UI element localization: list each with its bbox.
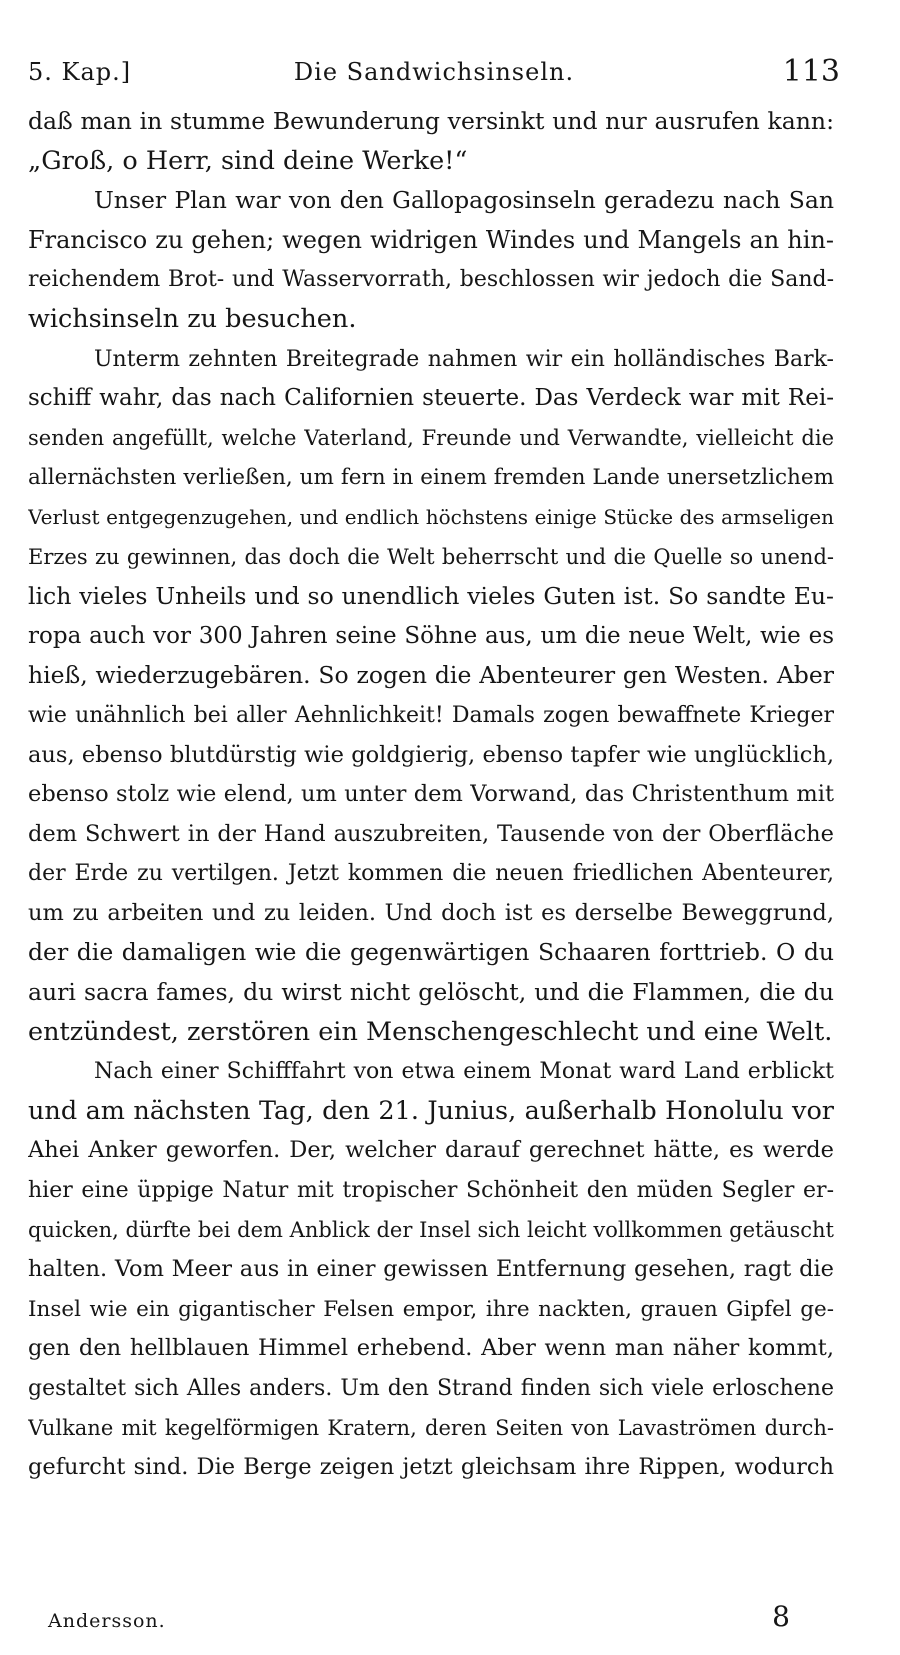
text-line: ropa auch vor 300 Jahren seine Söhne aus, um die neue Welt, wie es [28,622,834,649]
text-line: quicken, dürfte bei dem Anblick der Insel sich leicht vollkommen getäuscht [28,1217,834,1242]
running-title: Die Sandwichsinseln. [293,58,575,86]
text-line: reichendem Brot- und Wasservorrath, beschlossen wir jedoch die Sand- [28,267,834,293]
text-line: Insel wie ein gigantischer Felsen empor, ihre nackten, grauen Gipfel ge- [28,1296,834,1322]
text-line: hieß, wiederzugebären. So zogen die Abenteurer gen Westen. Aber [28,661,834,690]
sheet-number: 8 [772,1600,790,1633]
text-line: entzündest, zerstören ein Menschengeschlecht und eine Welt. [28,1016,833,1047]
page-footer [48,1600,790,1640]
text-body [28,102,834,1488]
text-line: aus, ebenso blutdürstig wie goldgierig, ebenso tapfer wie unglücklich, [28,741,834,768]
text-line: wichsinseln zu besuchen. [28,303,357,334]
text-line: und am nächsten Tag, den 21. Junius, außerhalb Honolulu vor [28,1095,834,1126]
text-line: Unterm zehnten Breitegrade nahmen wir ein holländisches Bark- [94,346,834,372]
text-line: der die damaligen wie die gegenwärtigen Schaaren forttrieb. O du [28,938,834,967]
text-line: Erzes zu gewinnen, das doch die Welt beherrscht und die Quelle so unend- [28,544,834,569]
text-line: Nach einer Schifffahrt von etwa einem Monat ward Land erblickt [94,1059,834,1085]
text-line: um zu arbeiten und zu leiden. Und doch ist es derselbe Beweggrund, [28,899,834,926]
text-line: Francisco zu gehen; wegen widrigen Windes und Mangels an hin- [28,225,834,254]
text-line: Verlust entgegenzugehen, und endlich höchstens einige Stücke des armseligen [28,504,834,529]
text-line: der Erde zu vertilgen. Jetzt kommen die neuen friedlichen Abenteurer, [28,861,834,887]
chapter-marker: 5. Kap.] [28,58,132,86]
text-line: gefurcht sind. Die Berge zeigen jetzt gleichsam ihre Rippen, wodurch [28,1454,834,1481]
running-header [28,52,840,92]
signature-mark: Andersson. [48,1610,166,1632]
text-line: gen den hellblauen Himmel erhebend. Aber wenn man näher kommt, [28,1335,834,1362]
text-line: gestaltet sich Alles anders. Um den Strand finden sich viele erloschene [28,1376,834,1401]
text-line: wie unähnlich bei aller Aehnlichkeit! Damals zogen bewaffnete Krieger [28,702,834,728]
text-line: dem Schwert in der Hand auszubreiten, Tausende von der Oberfläche [28,820,834,847]
text-line: allernächsten verließen, um fern in einem fremden Lande unersetzlichem [28,465,834,491]
text-line: hier eine üppige Natur mit tropischer Schönheit den müden Segler er- [28,1178,834,1204]
page-number: 113 [782,54,840,89]
text-line: ebenso stolz wie elend, um unter dem Vorwand, das Christenthum mit [28,781,834,808]
text-line: auri sacra fames, du wirst nicht gelöscht, und die Flammen, die du [28,978,834,1007]
text-line: Ahei Anker geworfen. Der, welcher darauf gerechnet hätte, es werde [28,1137,834,1164]
text-line: daß man in stumme Bewunderung versinkt und nur ausrufen kann: [28,107,834,135]
text-line: lich vieles Unheils und so unendlich vieles Guten ist. So sandte Eu- [28,582,834,611]
text-line: senden angefüllt, welche Vaterland, Freunde und Verwandte, vielleicht die [28,425,834,450]
text-line: Vulkane mit kegelförmigen Kratern, deren Seiten von Lavaströmen durch- [28,1415,834,1440]
text-line: „Groß, o Herr, sind deine Werke!“ [28,145,468,176]
text-line: schiff wahr, das nach Californien steuerte. Das Verdeck war mit Rei- [28,385,834,412]
text-line: Unser Plan war von den Gallopagosinseln geradezu nach San [94,186,834,215]
text-line: halten. Vom Meer aus in einer gewissen Entfernung gesehen, ragt die [28,1256,834,1283]
